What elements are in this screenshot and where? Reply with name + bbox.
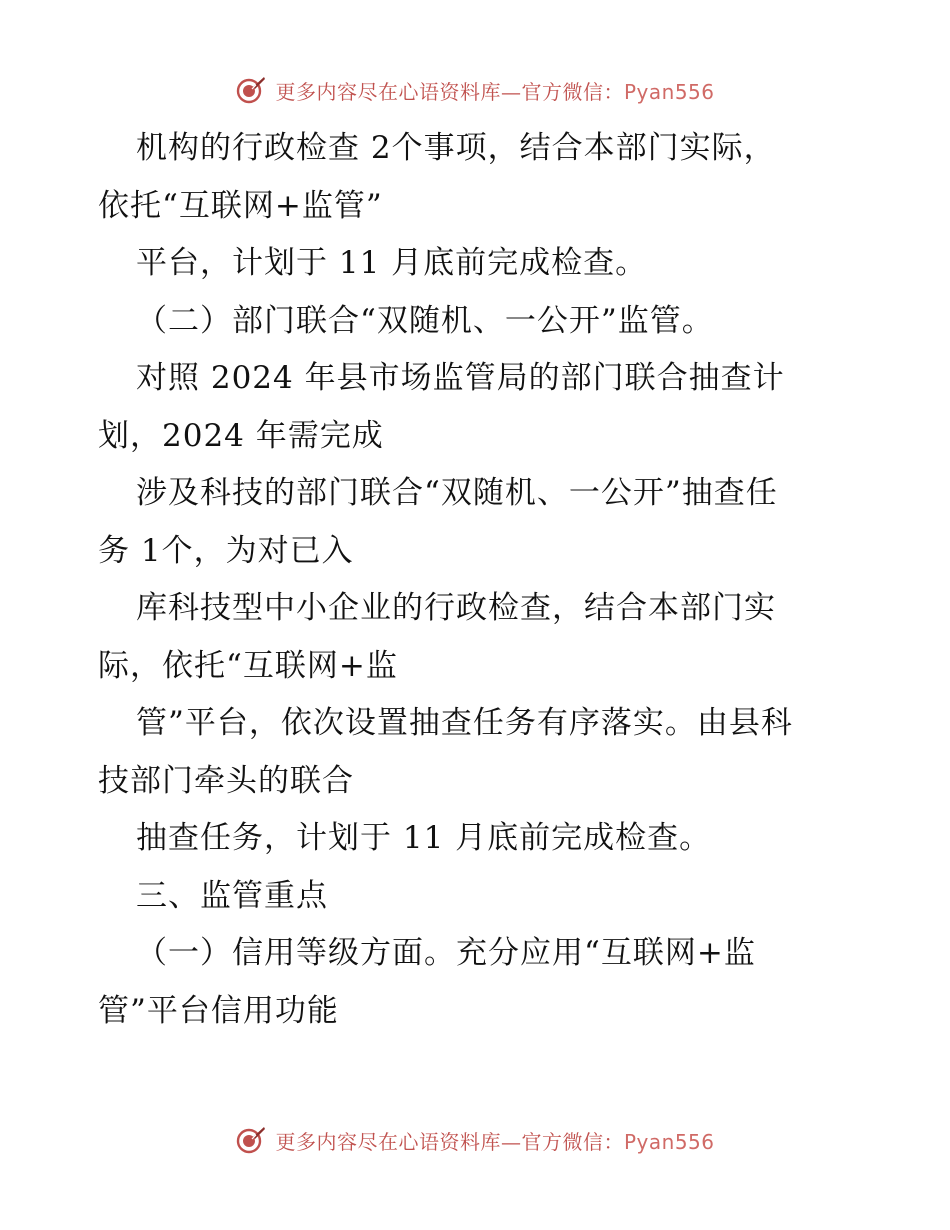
watermark-id: Pyan556 <box>623 79 715 104</box>
text-line: 涉及科技的部门联合“双随机、一公开”抽查任 <box>136 475 778 511</box>
watermark-text <box>275 76 714 105</box>
text-line: 管”平台信用功能 <box>98 992 339 1029</box>
watermark-id: Pyan556 <box>623 1129 715 1154</box>
watermark-main-text: 更多内容尽在心语资料库—官方微信： <box>275 79 624 104</box>
section-heading: （二）部门联合“双随机、一公开”监管。 <box>136 302 714 339</box>
header-watermark <box>0 70 950 110</box>
section-heading: 三、监管重点 <box>136 877 328 914</box>
text-line: 际，依托“互联网+监 <box>98 647 398 684</box>
seal-pen-icon <box>235 74 267 106</box>
seal-pen-icon <box>235 1124 267 1156</box>
text-line: 机构的行政检查 2个事项，结合本部门实际， <box>136 130 776 166</box>
section-heading: （一）信用等级方面。充分应用“互联网+监 <box>136 935 756 971</box>
watermark-main-text: 更多内容尽在心语资料库—官方微信： <box>275 1129 624 1154</box>
text-line: 管”平台，依次设置抽查任务有序落实。由县科 <box>136 705 793 741</box>
footer-watermark <box>0 1120 950 1160</box>
text-line: 依托“互联网+监管” <box>98 187 383 224</box>
watermark-text <box>275 1126 714 1155</box>
text-line: 技部门牵头的联合 <box>98 762 354 799</box>
text-line: 对照 2024 年县市场监管局的部门联合抽查计 <box>136 360 785 396</box>
text-line: 库科技型中小企业的行政检查，结合本部门实 <box>136 590 776 626</box>
text-line: 划，2024 年需完成 <box>98 417 384 454</box>
document-body <box>98 120 868 1040</box>
text-line: 平台，计划于 11 月底前完成检查。 <box>136 245 648 281</box>
text-line: 抽查任务，计划于 11 月底前完成检查。 <box>136 820 712 856</box>
text-line: 务 1个，为对已入 <box>98 532 354 569</box>
